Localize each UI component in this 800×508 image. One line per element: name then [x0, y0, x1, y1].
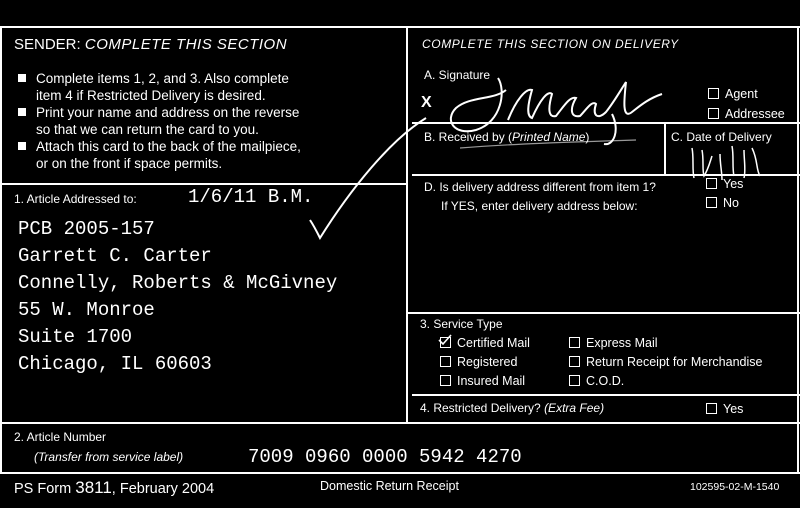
- restricted-yes-option[interactable]: Yes: [706, 402, 743, 416]
- d-question: D. Is delivery address different from item 1?: [424, 180, 656, 194]
- checkbox[interactable]: [708, 108, 719, 119]
- checkbox[interactable]: [569, 337, 580, 348]
- d-if-yes: If YES, enter delivery address below:: [441, 199, 638, 213]
- bullet-icon: [18, 142, 26, 150]
- address-line: Garrett C. Carter: [18, 245, 212, 267]
- date-of-delivery-label: C. Date of Delivery: [671, 130, 772, 144]
- instruction-line: Print your name and address on the reverse: [18, 104, 301, 121]
- delivery-header: COMPLETE THIS SECTION ON DELIVERY: [422, 37, 679, 51]
- service-type-label: 3. Service Type: [420, 317, 503, 331]
- address-line: Connelly, Roberts & McGivney: [18, 272, 338, 294]
- received-by-label: B. Received by (Printed Name): [424, 130, 590, 144]
- instruction-line: Attach this card to the back of the mailpiece,: [18, 138, 301, 155]
- checkbox[interactable]: [706, 403, 717, 414]
- checkbox[interactable]: [708, 88, 719, 99]
- signature-mark: X: [421, 94, 432, 111]
- article-number-value: 7009 0960 0000 5942 4270: [248, 446, 522, 468]
- form-id: PS Form 3811, February 2004: [14, 478, 215, 497]
- insured-mail-option[interactable]: Insured Mail: [440, 374, 525, 388]
- sender-header-prefix: SENDER:: [14, 36, 81, 53]
- checkbox[interactable]: [440, 375, 451, 386]
- cod-option[interactable]: C.O.D.: [569, 374, 624, 388]
- instruction-line: item 4 if Restricted Delivery is desired.: [36, 88, 266, 103]
- d-yes-option[interactable]: Yes: [706, 177, 743, 191]
- footer-divider: [0, 472, 800, 474]
- sender-header: [14, 36, 287, 53]
- article-number-sublabel: (Transfer from service label): [34, 450, 184, 464]
- address-line: PCB 2005-157: [18, 218, 155, 240]
- checkbox[interactable]: [706, 197, 717, 208]
- checkbox[interactable]: [569, 375, 580, 386]
- restricted-divider: [412, 394, 800, 396]
- form-title: Domestic Return Receipt: [320, 479, 459, 493]
- agent-option[interactable]: Agent: [708, 87, 758, 101]
- return-receipt-option[interactable]: Return Receipt for Merchandise: [569, 355, 762, 369]
- restricted-label: 4. Restricted Delivery? (Extra Fee): [420, 401, 605, 415]
- check-mark-scribble: [300, 110, 430, 245]
- sender-instructions: [18, 70, 301, 172]
- address-line: Chicago, IL 60603: [18, 353, 212, 375]
- checkbox[interactable]: [569, 356, 580, 367]
- instruction-line: so that we can return the card to you.: [36, 122, 259, 137]
- instruction-line: Complete items 1, 2, and 3. Also complete: [18, 70, 301, 87]
- bullet-icon: [18, 108, 26, 116]
- instruction-line: or on the front if space permits.: [36, 156, 223, 171]
- d-no-option[interactable]: No: [706, 196, 739, 210]
- received-by-scribble: [450, 124, 640, 154]
- service-divider: [406, 312, 800, 314]
- checkbox-checked[interactable]: [440, 337, 451, 348]
- registered-option[interactable]: Registered: [440, 355, 517, 369]
- address-block: [18, 216, 337, 378]
- article-label: 1. Article Addressed to:: [14, 192, 137, 206]
- sender-header-rest: COMPLETE THIS SECTION: [84, 36, 288, 53]
- address-line: Suite 1700: [18, 326, 133, 348]
- right-border: [797, 26, 799, 474]
- left-border: [0, 26, 2, 474]
- article-number-divider: [0, 422, 800, 424]
- check-icon: [438, 334, 452, 346]
- top-border: [0, 26, 800, 28]
- express-mail-option[interactable]: Express Mail: [569, 336, 658, 350]
- addressee-option[interactable]: Addressee: [708, 107, 785, 121]
- article-number-label: 2. Article Number: [14, 430, 107, 444]
- certified-mail-option[interactable]: Certified Mail: [440, 336, 530, 350]
- form-code: 102595-02-M-1540: [690, 481, 780, 493]
- date-scribble: [686, 140, 776, 184]
- signature-label: A. Signature: [424, 68, 491, 82]
- address-line: 55 W. Monroe: [18, 299, 155, 321]
- bullet-icon: [18, 74, 26, 82]
- article-note: 1/6/11 B.M.: [188, 186, 314, 208]
- checkbox[interactable]: [440, 356, 451, 367]
